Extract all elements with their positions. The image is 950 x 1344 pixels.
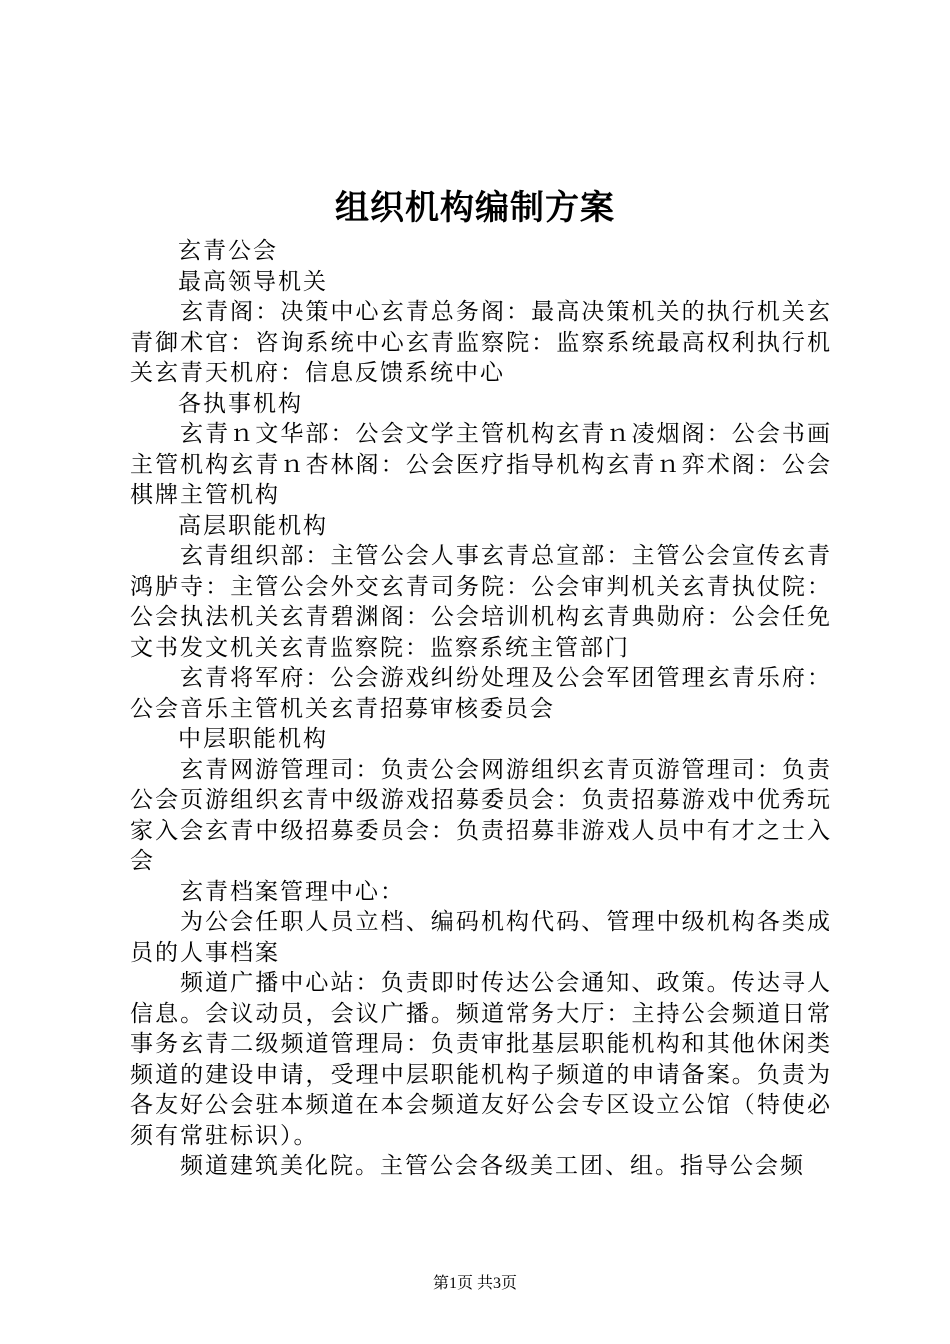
paragraph: 为公会任职人员立档、编码机构代码、管理中级机构各类成员的人事档案 <box>130 909 832 966</box>
paragraph: 玄青ｎ文华部：公会文学主管机构玄青ｎ凌烟阁：公会书画主管机构玄青ｎ杏林阁：公会医疗指导机构玄青ｎ弈术阁：公会棋牌主管机构 <box>130 421 833 508</box>
document-title: 组织机构编制方案 <box>335 188 615 228</box>
document-body <box>130 236 832 1182</box>
paragraph: 各执事机构 <box>178 390 303 417</box>
paragraph: 玄青档案管理中心： <box>180 878 405 905</box>
paragraph: 频道建筑美化院。主管公会各级美工团、组。指导公会频 <box>180 1153 805 1179</box>
paragraph: 玄青网游管理司：负责公会网游组织玄青页游管理司：负责公会页游组织玄青中级游戏招募委员会：负责招募游戏中优秀玩家入会玄青中级招募委员会：负责招募非游戏人员中有才之士入会 <box>130 756 832 874</box>
paragraph: 最高领导机关 <box>178 268 328 295</box>
paragraph: 玄青将军府：公会游戏纠纷处理及公会军团管理玄青乐府：公会音乐主管机关玄青招募审核委员会 <box>130 665 832 722</box>
paragraph: 玄青组织部：主管公会人事玄青总宣部：主管公会宣传玄青鸿胪寺：主管公会外交玄青司务院：公会审判机关玄青执仗院：公会执法机关玄青碧渊阁：公会培训机构玄青典勋府：公会任免文书发文机关玄青监察院：监察系统主管部门 <box>130 543 832 661</box>
paragraph: 频道广播中心站：负责即时传达公会通知、政策。传达寻人信息。会议动员，会议广播。频道常务大厅：主持公会频道日常事务玄青二级频道管理局：负责审批基层职能机构和其他休闲类频道的建设申请，受理中层职能机构子频道的申请备案。负责为各友好公会驻本频道在本会频道友好公会专区设立公馆（特使必须有常驻标识）。 <box>130 970 832 1149</box>
page-footer: 第1页 共3页 <box>432 1275 517 1292</box>
paragraph: 玄青阁：决策中心玄青总务阁：最高决策机关的执行机关玄青御术官：咨询系统中心玄青监察院：监察系统最高权利执行机关玄青天机府：信息反馈系统中心 <box>130 299 832 386</box>
paragraph: 高层职能机构 <box>178 512 328 539</box>
paragraph: 玄青公会 <box>178 238 278 264</box>
paragraph: 中层职能机构 <box>178 726 328 752</box>
